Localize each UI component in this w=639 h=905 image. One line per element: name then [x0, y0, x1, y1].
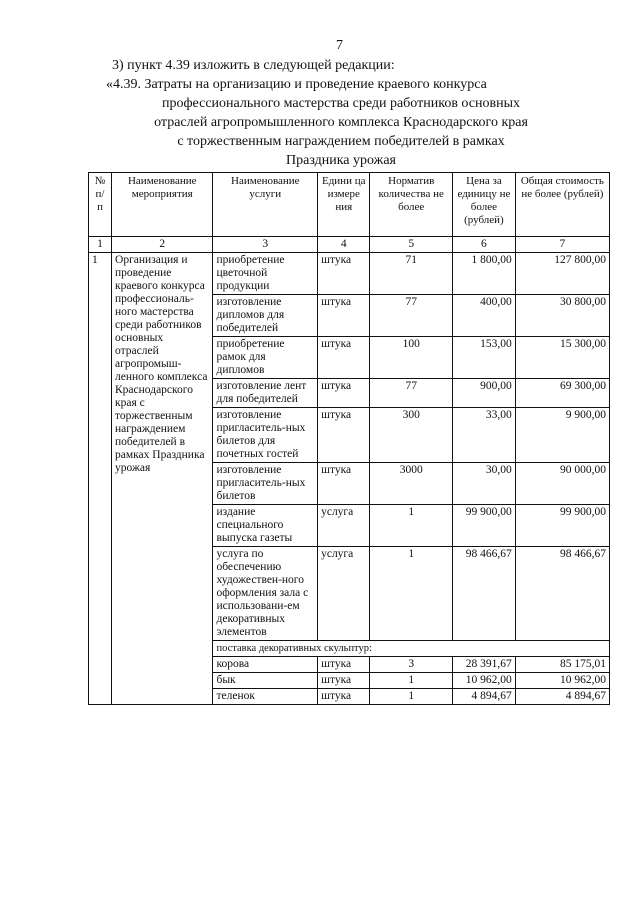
sculpture-name: бык [213, 673, 318, 689]
header-total: Общая стоимость не более (рублей) [515, 173, 609, 237]
sculpture-name: теленок [213, 689, 318, 705]
service-unit: услуга [318, 505, 370, 547]
row-number: 1 [89, 253, 112, 705]
header-service: Наименование услуги [213, 173, 318, 237]
sculpture-quantity: 3 [370, 657, 453, 673]
title-line-3: отраслей агропромышленного комплекса Краснодарского края [154, 115, 528, 130]
service-price: 153,00 [453, 337, 516, 379]
service-name: издание специального выпуска газеты [213, 505, 318, 547]
document-heading [106, 56, 576, 170]
service-name: изготовление дипломов для победителей [213, 295, 318, 337]
sculptures-caption: поставка декоративных скульптур: [213, 641, 610, 657]
title-line-1: «4.39. Затраты на организацию и проведение краевого конкурса [106, 77, 487, 92]
service-name: услуга по обеспечению художествен-ного оформления зала с использовани-ем декоративных элементов [213, 547, 318, 641]
sculpture-price: 10 962,00 [453, 673, 516, 689]
column-number: 4 [318, 237, 370, 253]
header-number: № п/ п [89, 173, 112, 237]
header-quantity: Норматив количества не более [370, 173, 453, 237]
service-price: 1 800,00 [453, 253, 516, 295]
service-quantity: 1 [370, 547, 453, 641]
service-unit: штука [318, 295, 370, 337]
table-row [89, 253, 610, 295]
service-price: 33,00 [453, 408, 516, 463]
service-total: 90 000,00 [515, 463, 609, 505]
service-name: изготовление лент для победителей [213, 379, 318, 408]
service-total: 69 300,00 [515, 379, 609, 408]
costs-table [88, 172, 610, 705]
sculpture-total: 10 962,00 [515, 673, 609, 689]
service-unit: штука [318, 337, 370, 379]
column-number: 6 [453, 237, 516, 253]
service-total: 15 300,00 [515, 337, 609, 379]
service-name: приобретение рамок для дипломов [213, 337, 318, 379]
event-name: Организация и проведение краевого конкурса профессиональ-ного мастерства среди работников основных отраслей агропромыш-ленного комплекса Краснодарского края с торжественным награждением победителей в рамках Праздника урожая [112, 253, 213, 705]
title-line-4: с торжественным награждением победителей в рамках [177, 134, 505, 149]
service-total: 9 900,00 [515, 408, 609, 463]
service-total: 98 466,67 [515, 547, 609, 641]
page-number: 7 [336, 38, 343, 53]
service-quantity: 77 [370, 295, 453, 337]
service-quantity: 77 [370, 379, 453, 408]
service-total: 127 800,00 [515, 253, 609, 295]
sculpture-price: 28 391,67 [453, 657, 516, 673]
service-quantity: 3000 [370, 463, 453, 505]
column-number: 5 [370, 237, 453, 253]
column-number: 2 [112, 237, 213, 253]
service-total: 99 900,00 [515, 505, 609, 547]
service-price: 99 900,00 [453, 505, 516, 547]
service-unit: услуга [318, 547, 370, 641]
column-number: 7 [515, 237, 609, 253]
service-quantity: 300 [370, 408, 453, 463]
header-event: Наименование мероприятия [112, 173, 213, 237]
service-price: 400,00 [453, 295, 516, 337]
intro-text: 3) пункт 4.39 изложить в следующей редакции: [112, 58, 395, 73]
service-price: 900,00 [453, 379, 516, 408]
service-total: 30 800,00 [515, 295, 609, 337]
sculpture-price: 4 894,67 [453, 689, 516, 705]
column-number-row [89, 237, 610, 253]
service-name: изготовление пригласитель-ных билетов для почетных гостей [213, 408, 318, 463]
service-unit: штука [318, 408, 370, 463]
service-unit: штука [318, 463, 370, 505]
sculpture-unit: штука [318, 689, 370, 705]
sculpture-unit: штука [318, 657, 370, 673]
header-unit: Едини ца измере ния [318, 173, 370, 237]
service-price: 98 466,67 [453, 547, 516, 641]
sculpture-unit: штука [318, 673, 370, 689]
sculpture-total: 4 894,67 [515, 689, 609, 705]
service-quantity: 71 [370, 253, 453, 295]
sculpture-name: корова [213, 657, 318, 673]
header-row [89, 173, 610, 237]
sculpture-total: 85 175,01 [515, 657, 609, 673]
column-number: 3 [213, 237, 318, 253]
header-price: Цена за единицу не более (рублей) [453, 173, 516, 237]
service-quantity: 100 [370, 337, 453, 379]
title-line-5: Праздника урожая [286, 153, 396, 168]
service-unit: штука [318, 379, 370, 408]
sculpture-quantity: 1 [370, 689, 453, 705]
sculpture-quantity: 1 [370, 673, 453, 689]
column-number: 1 [89, 237, 112, 253]
service-name: изготовление пригласитель-ных билетов [213, 463, 318, 505]
service-quantity: 1 [370, 505, 453, 547]
title-line-2: профессионального мастерства среди работников основных [161, 96, 520, 111]
service-name: приобретение цветочной продукции [213, 253, 318, 295]
service-unit: штука [318, 253, 370, 295]
service-price: 30,00 [453, 463, 516, 505]
